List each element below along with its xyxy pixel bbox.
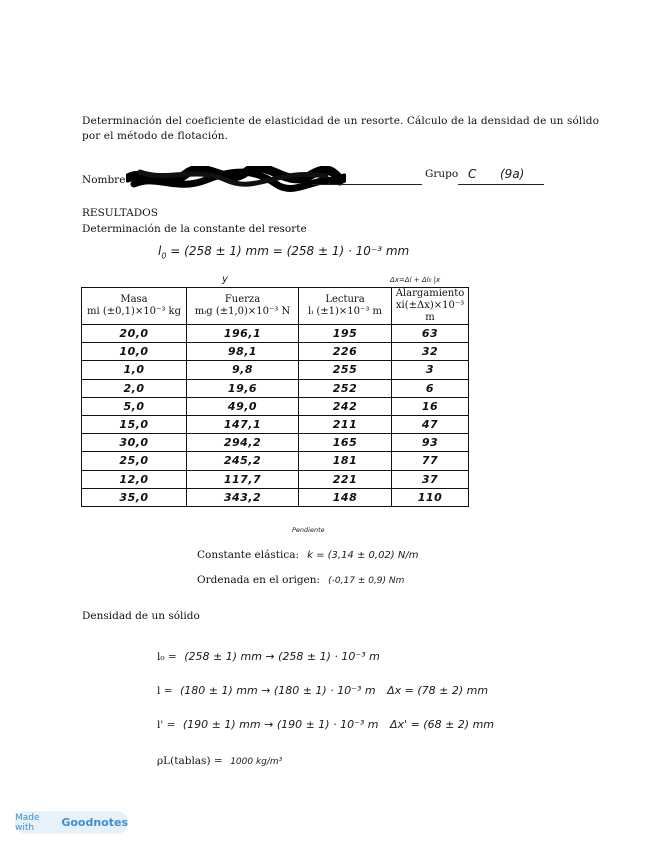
density-line-3: l' = (190 ± 1) mm → (190 ± 1) · 10⁻³ m Δx' = (68 ± 2) mm: [157, 718, 495, 731]
l0-prefix: l: [158, 244, 162, 258]
constante-line: [197, 543, 418, 562]
table-note-delta: Δx=Δl + Δl₀ |x: [390, 276, 441, 284]
l0-value: = (258 ± 1) mm = (258 ± 1) · 10⁻³ mm: [170, 244, 410, 258]
table-header-row: [82, 288, 469, 325]
logo-brand: Goodnotes: [61, 816, 128, 829]
pendiente-note: Pendiente: [292, 526, 325, 534]
l0-sub: 0: [161, 251, 167, 261]
table-row: 15,0 147,1 211 47: [82, 415, 469, 433]
table-row: 1,0 9,8 255 3: [82, 361, 469, 379]
table-row: 25,0 245,2 181 77: [82, 452, 469, 470]
logo-prefix: Made with: [15, 812, 40, 833]
table-row: 30,0 294,2 165 93: [82, 434, 469, 452]
table-row: 20,0 196,1 195 63: [82, 325, 469, 343]
section1-title: Determinación de la constante del resorte: [82, 223, 307, 235]
grupo-label: Grupo: [425, 168, 459, 180]
grupo-underline: [458, 184, 544, 185]
ordenada-line: [197, 568, 404, 587]
constante-value: k = (3,14 ± 0,02) N/m: [307, 550, 419, 561]
grupo-value-2: (9a): [500, 167, 525, 181]
header-alargamiento: Alargamiento xi(±Δx)×10⁻³ m: [392, 288, 469, 325]
l0-equation: [158, 244, 409, 260]
grupo-value: C: [468, 167, 477, 181]
results-heading: RESULTADOS: [82, 207, 158, 219]
header-fuerza: Fuerza mᵢg (±1,0)×10⁻³ N: [187, 288, 299, 325]
table-note-y: y: [222, 274, 228, 285]
table-row: 12,0 117,7 221 37: [82, 470, 469, 488]
table-row: 5,0 49,0 242 16: [82, 397, 469, 415]
document-title: Determinación del coeficiente de elasticidad de un resorte. Cálculo de la densidad de un sólido por el método de flotación.: [82, 115, 600, 142]
ordenada-label: Ordenada en el origen:: [197, 574, 321, 586]
density-line-4: ρL(tablas) = 1000 kg/m³: [157, 755, 283, 767]
table-row: 2,0 19,6 252 6: [82, 379, 469, 397]
name-group-row: [82, 168, 552, 190]
ordenada-value: (-0,17 ± 0,9) Nm: [328, 576, 405, 586]
nombre-underline: [312, 184, 422, 185]
header-masa: Masa mi (±0,1)×10⁻³ kg: [82, 288, 187, 325]
table-row: 35,0 343,2 148 110: [82, 488, 469, 506]
results-table: [81, 287, 469, 507]
nombre-label: Nombre: [82, 174, 126, 186]
constante-label: Constante elástica:: [197, 549, 299, 561]
section2-title: Densidad de un sólido: [82, 610, 200, 622]
redaction-scribble: [126, 166, 346, 192]
header-lectura: Lectura lᵢ (±1)×10⁻³ m: [299, 288, 392, 325]
goodnotes-logo: [15, 811, 128, 834]
table-row: 10,0 98,1 226 32: [82, 343, 469, 361]
density-line-1: l₀ = (258 ± 1) mm → (258 ± 1) · 10⁻³ m: [157, 650, 380, 663]
density-line-2: l = (180 ± 1) mm → (180 ± 1) · 10⁻³ m Δx = (78 ± 2) mm: [157, 684, 489, 697]
